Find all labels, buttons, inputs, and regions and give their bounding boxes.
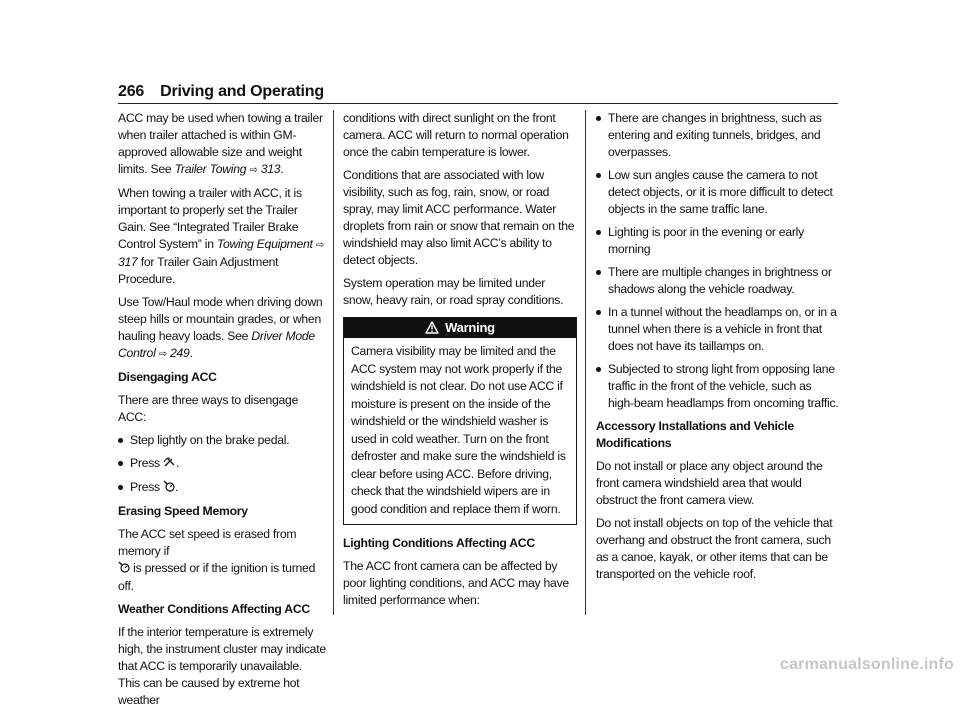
- cruise-power-icon: [163, 480, 175, 497]
- warning-box: [343, 317, 577, 525]
- list-item: Lighting is poor in the evening or early morning: [596, 224, 839, 258]
- xref-page[interactable]: 249: [169, 346, 190, 360]
- paragraph: Do not install or place any object around the front camera windshield area that would obstruct the front camera view.: [596, 459, 823, 507]
- column-1: [118, 110, 326, 715]
- paragraph: conditions with direct sunlight on the front camera. ACC will return to normal operation once the cabin temperature is lower.: [343, 111, 569, 159]
- heading-weather: Weather Conditions Affecting ACC: [118, 602, 310, 616]
- list-item: Low sun angles cause the camera to not detect objects, or it is more difficult to detect objects in the same traffic lane.: [596, 167, 839, 218]
- xref-link[interactable]: Towing Equipment: [216, 237, 313, 251]
- bullet-icon: [596, 173, 601, 178]
- paragraph: If the interior temperature is extremely high, the instrument cluster may indicate that ACC is temporarily unavailable. This can be caused by extreme hot weather: [118, 625, 326, 707]
- warning-header: [344, 318, 576, 338]
- section-title: Driving and Operating: [160, 83, 324, 100]
- paragraph: There are three ways to disengage ACC:: [118, 393, 299, 424]
- warning-title: Warning: [445, 320, 495, 335]
- bullet-icon: [596, 230, 601, 235]
- column-divider: [585, 110, 586, 615]
- heading-disengaging: Disengaging ACC: [118, 370, 217, 384]
- column-2: [343, 110, 577, 615]
- bullet-icon: [596, 270, 601, 275]
- xref-link[interactable]: Trailer Towing: [174, 162, 247, 176]
- heading-lighting: Lighting Conditions Affecting ACC: [343, 536, 535, 550]
- heading-erasing: Erasing Speed Memory: [118, 504, 248, 518]
- watermark: carmanualsonline.info: [779, 656, 954, 673]
- paragraph: The ACC set speed is erased from memory if is pressed or if the ignition is turned off.: [118, 527, 316, 593]
- bullet-icon: [596, 116, 601, 121]
- page-header: [118, 83, 838, 101]
- header-rule: [118, 103, 838, 104]
- paragraph: Conditions that are associated with low visibility, such as fog, rain, snow, or road spray, may limit ACC performance. Water droplets from rain or snow that remain on the windshield may also limit ACC’s ability to detect objects.: [343, 168, 575, 267]
- cruise-power-icon: [118, 561, 130, 578]
- column-divider: [333, 110, 334, 615]
- page-ref-arrow-icon: ⇨: [249, 165, 258, 176]
- warning-text: Camera visibility may be limited and the ACC system may not work properly if the windshield is not clear. Do not use ACC if moisture is present on the inside of the windshield or the windshield washer is used in cold weather. Turn on the front defroster and make sure the windshield is clear before using ACC. Before driving, check that the windshield wipers are in good condition and replace them if worn.: [351, 344, 566, 516]
- page-ref-arrow-icon: ⇨: [158, 349, 167, 360]
- list-item: Step lightly on the brake pedal.: [118, 432, 326, 449]
- acc-cancel-icon: [163, 456, 176, 473]
- paragraph: When towing a trailer with ACC, it is important to properly set the Trailer Gain. See “Integrated Trailer Brake Control System” in Towing Equipment ⇨ 317 for Trailer Gain Adjustment Procedure.: [118, 186, 324, 286]
- heading-accessory: Accessory Installations and Vehicle Modifications: [596, 419, 794, 450]
- warning-triangle-icon: [425, 321, 439, 334]
- page-ref-arrow-icon: ⇨: [315, 240, 324, 251]
- xref-page[interactable]: 313: [260, 162, 281, 176]
- list-item: There are changes in brightness, such as entering and exiting tunnels, bridges, and overpasses.: [596, 110, 839, 161]
- paragraph: The ACC front camera can be affected by poor lighting conditions, and ACC may have limited performance when:: [343, 559, 569, 607]
- list-item: There are multiple changes in brightness or shadows along the vehicle roadway.: [596, 264, 839, 298]
- paragraph: System operation may be limited under snow, heavy rain, or road spray conditions.: [343, 276, 564, 307]
- list-item: Subjected to strong light from opposing lane traffic in the front of the vehicle, such as high-beam headlamps from oncoming traffic.: [596, 361, 839, 412]
- xref-link[interactable]: Driver Mode Control: [118, 329, 315, 360]
- paragraph: Do not install objects on top of the vehicle that overhang and obstruct the front camera, such as a canoe, kayak, or other items that can be transported on the vehicle roof.: [596, 516, 833, 581]
- list-item: Press .: [118, 455, 326, 473]
- bullet-icon: [118, 461, 123, 466]
- list-item: Press .: [118, 479, 326, 497]
- paragraph: ACC may be used when towing a trailer when trailer attached is within GM-approved allowable size and weight limits. See Trailer Towing ⇨ 313.: [118, 111, 323, 176]
- paragraph: Use Tow/Haul mode when driving down steep hills or mountain grades, or when hauling heavy loads. See Driver Mode Control ⇨ 249.: [118, 295, 323, 360]
- list-item: In a tunnel without the headlamps on, or in a tunnel when there is a vehicle in front that does not have its taillamps on.: [596, 304, 839, 355]
- bullet-icon: [118, 485, 123, 490]
- page-number: 266: [118, 83, 145, 100]
- bullet-icon: [118, 438, 123, 443]
- column-3: [596, 110, 839, 589]
- xref-page[interactable]: 317: [118, 255, 138, 269]
- bullet-icon: [596, 310, 601, 315]
- bullet-icon: [596, 367, 601, 372]
